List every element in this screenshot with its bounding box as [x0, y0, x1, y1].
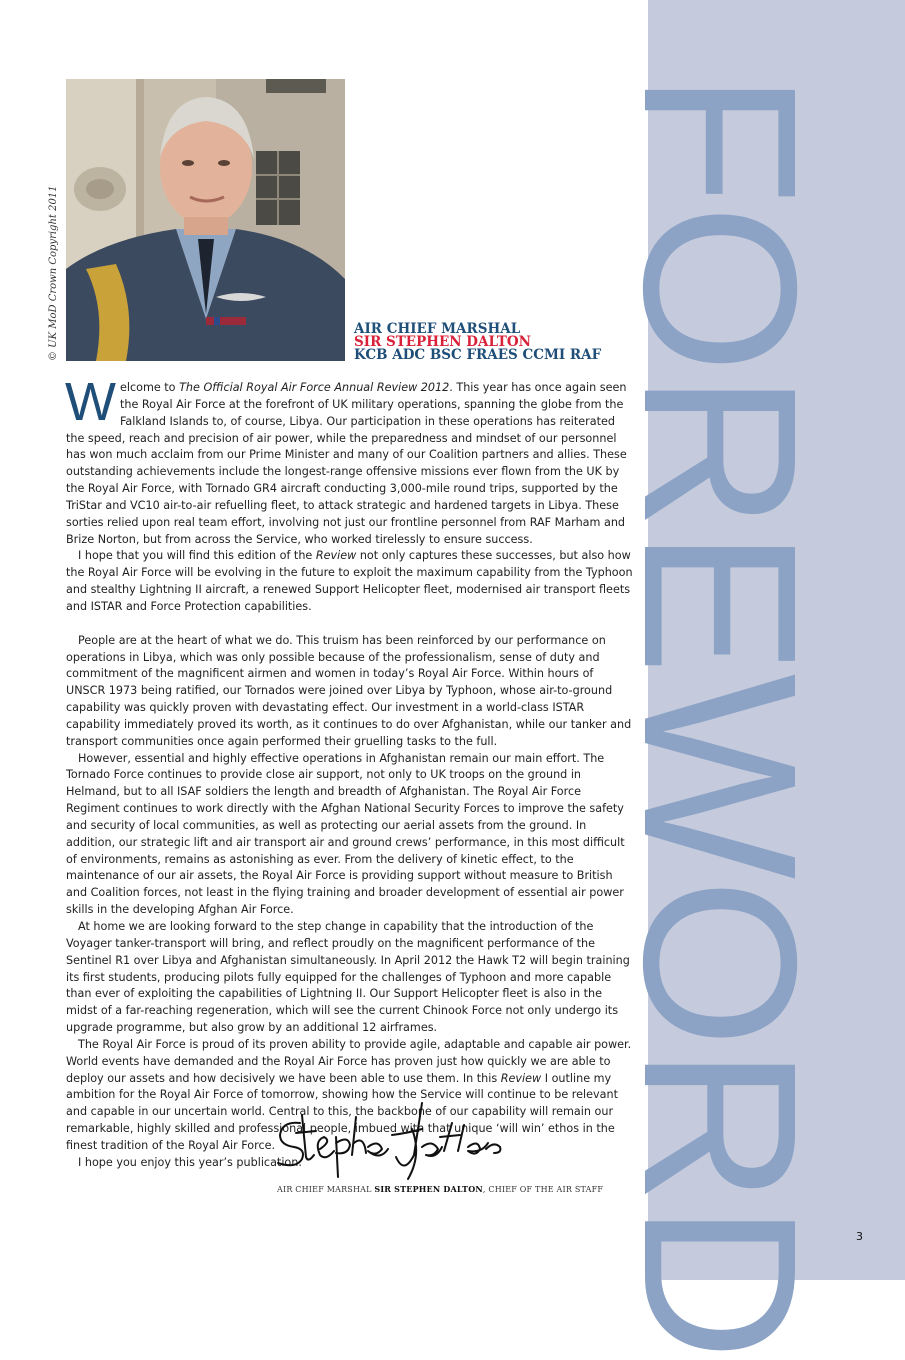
signature-caption: AIR CHIEF MARSHAL SIR STEPHEN DALTON, CHIEF OF THE AIR STAFF	[277, 1184, 604, 1194]
paragraph-1: Welcome to The Official Royal Air Force Annual Review 2012. This year has once again seen the Royal Air Force at the forefront of UK military operations, spanning the globe from the Falkland Islands to, of course, Libya. Our participation in these operations has reiterated the speed, reach and precision of air power, while the preparedness and mindset of our personnel has won much acclaim from our Prime Minister and many of our Coalition partners and allies. These outstanding achievements include the longest-range offensive missions ever flown from the UK by the Royal Air Force, with Tornado GR4 aircraft conducting 3,000-mile round trips, supported by the TriStar and VC10 air-to-air refuelling fleet, to attack strategic and hardened targets in Libya. These sorties relied upon real team effort, involving not just our frontline personnel from RAF Marham and Brize Norton, but from across the Service, who worked tirelessly to ensure success.	[65, 372, 627, 546]
person-name: SIR STEPHEN DALTON	[354, 334, 532, 350]
title-block	[354, 323, 601, 362]
paragraph-6: The Royal Air Force is proud of its proven ability to provide agile, adaptable and capable air power. World events have demanded and the Royal Air Force has proven just how quickly we are able to deploy our assets and how decisively we have been able to use them. In this Review I outline my ambition for the Royal Air Force of tomorrow, showing how the Service will continue to be relevant and capable in our uncertain world. Central to this, the backbone of our capability will remain our remarkable, highly skilled and professional people, imbued with that unique ‘will win’ ethos in the finest tradition of the Royal Air Force.	[66, 1037, 632, 1152]
handwritten-signature	[272, 1095, 522, 1185]
paragraph-2: I hope that you will find this edition of the Review not only captures these successes, but also how the Royal Air Force will be evolving in the future to exploit the maximum capability from the Typhoon and stealthy Lightning II aircraft, a renewed Support Helicopter fleet, modernised air transport fleets and ISTAR and Force Protection capabilities.	[66, 549, 633, 613]
foreword-body	[65, 372, 636, 1172]
paragraph-4: However, essential and highly effective operations in Afghanistan remain our main effort. The Tornado Force continues to provide close air support, not only to UK troops on the ground in Helmand, but to all ISAF soldiers the length and breadth of Afghanistan. The Royal Air Force Regiment continues to work directly with the Afghan National Security Forces to improve the safety and security of local communities, as well as protecting our aerial assets from the ground. In addition, our strategic lift and air transport air and ground crews’ performance, in this most difficult of environments, remains as astonishing as ever. From the delivery of kinetic effect, to the maintenance of our air assets, the Royal Air Force is providing support without measure to British and Coalition forces, not least in the flying training and broader development of essential air power skills in the developing Afghan Air Force.	[66, 751, 625, 917]
paragraph-7: I hope you enjoy this year’s publication.	[78, 1155, 302, 1169]
dropcap: W	[65, 372, 116, 432]
page-number: 3	[856, 1230, 863, 1243]
foreword-heading: FOREWORD	[598, 72, 841, 1360]
review-title: The Official Royal Air Force Annual Review 2012	[179, 381, 450, 394]
rank-title: AIR CHIEF MARSHAL	[354, 321, 521, 337]
photo-credit: © UK MoD Crown Copyright 2011	[48, 185, 59, 361]
honours-line: KCB ADC BSC FRAES CCMI RAF	[354, 347, 602, 363]
paragraph-5: At home we are looking forward to the step change in capability that the introduction of the Voyager tanker-transport will bring, and reflect proudly on the magnificent performance of the Sentinel R1 over Libya and Afghanistan simultaneously. In April 2012 the Hawk T2 will begin training its first students, producing pilots fully equipped for the challenges of Typhoon and more capable than ever of exploiting the capabilities of Lightning II. Our Support Helicopter fleet is also in the midst of a far-reaching regeneration, which will see the current Chinook Force not only undergo its upgrade programme, but also grow by an additional 12 airframes.	[66, 920, 630, 1035]
portrait-photo	[66, 79, 345, 361]
paragraph-3: People are at the heart of what we do. This truism has been reinforced by our performance on operations in Libya, which was only possible because of the professionalism, sense of duty and commitment of the magnificent airmen and women in today’s Royal Air Force. Within hours of UNSCR 1973 being ratified, our Tornados were joined over Libya by Typhoon, whose air-to-ground capability was quickly proven with devastating effect. Our investment in a world-class ISTAR capability immediately proved its worth, as it continues to do over Afghanistan, while our tanker and transport communities once again performed their gruelling tasks to the full.	[66, 633, 632, 748]
